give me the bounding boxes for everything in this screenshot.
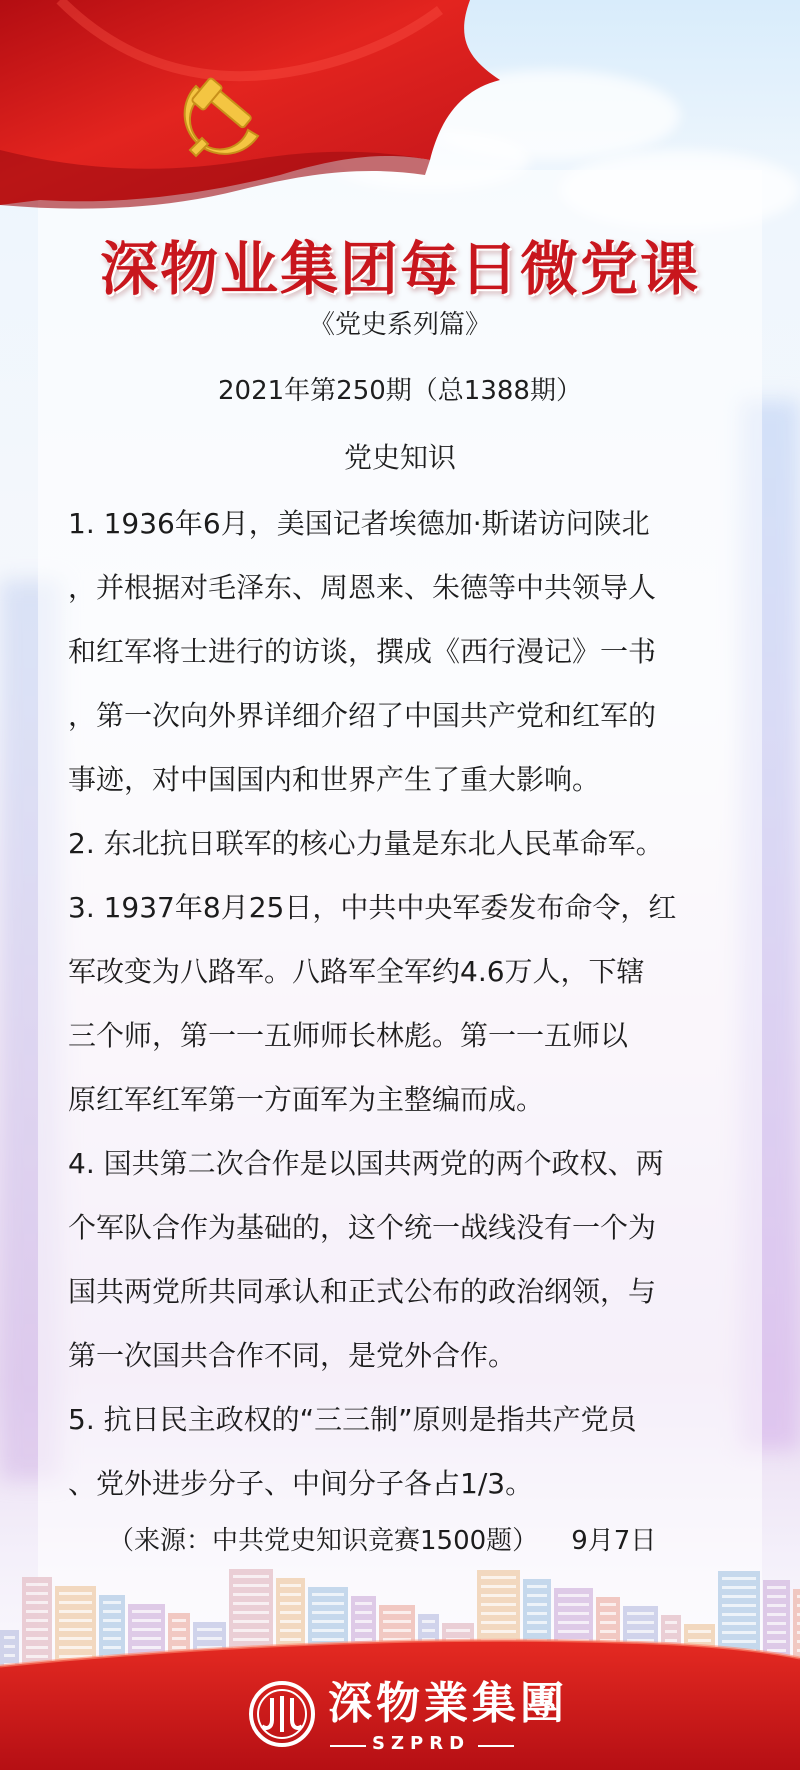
building-window — [665, 1630, 677, 1633]
building-window — [527, 1603, 547, 1606]
building-window — [132, 1628, 161, 1631]
building-window — [172, 1628, 186, 1631]
building-window — [481, 1585, 516, 1588]
building-window — [233, 1602, 269, 1605]
building-window — [280, 1629, 301, 1632]
building-window — [103, 1601, 121, 1604]
building-window — [558, 1630, 589, 1633]
building-window — [355, 1611, 372, 1614]
building-window — [280, 1620, 301, 1623]
building-window — [446, 1629, 470, 1632]
building-window — [558, 1612, 589, 1615]
building-window — [312, 1620, 344, 1623]
text-line: 原红军红军第一方面军为主整编而成。 — [68, 1083, 545, 1116]
issue-number: 2021年第250期（总1388期） — [218, 376, 582, 406]
building-window — [558, 1594, 589, 1597]
text-line: 3. 1937年8月25日，中共中央军委发布命令，红 — [68, 891, 677, 924]
building-window — [688, 1630, 711, 1633]
building-window — [600, 1603, 616, 1606]
text-line: 1. 1936年6月，美国记者埃德加·斯诺访问陕北 — [68, 507, 650, 540]
building-window — [26, 1583, 48, 1586]
building-window — [132, 1610, 161, 1613]
building-window — [383, 1620, 411, 1623]
building-window — [233, 1611, 269, 1614]
building-window — [26, 1619, 48, 1622]
building-window — [103, 1619, 121, 1622]
building-window — [722, 1613, 756, 1616]
building-window — [600, 1630, 616, 1633]
building-window — [233, 1629, 269, 1632]
building-window — [26, 1628, 48, 1631]
building-window — [197, 1628, 222, 1631]
text-line: ，第一次向外界详细介绍了中国共产党和红军的 — [68, 699, 657, 732]
section-heading: 党史知识 — [343, 441, 456, 474]
building-window — [481, 1630, 516, 1633]
building-window — [767, 1586, 786, 1589]
source-line — [108, 1520, 656, 1557]
building-window — [627, 1621, 654, 1624]
building-window — [558, 1603, 589, 1606]
building-window — [722, 1604, 756, 1607]
series-subtitle: 《党史系列篇》 — [308, 310, 491, 340]
building-window — [527, 1585, 547, 1588]
building-window — [26, 1592, 48, 1595]
building-window — [312, 1602, 344, 1605]
building-window — [481, 1594, 516, 1597]
building-window — [767, 1613, 786, 1616]
building-window — [280, 1611, 301, 1614]
building-window — [280, 1593, 301, 1596]
building-window — [422, 1620, 435, 1623]
building-window — [355, 1629, 372, 1632]
building-window — [59, 1601, 92, 1604]
building-window — [280, 1584, 301, 1587]
building-window — [767, 1604, 786, 1607]
building-window — [103, 1610, 121, 1613]
article-body — [68, 492, 738, 1516]
building-window — [767, 1631, 786, 1634]
building-window — [59, 1592, 92, 1595]
building-window — [383, 1629, 411, 1632]
building-window — [312, 1629, 344, 1632]
building-window — [527, 1621, 547, 1624]
text-line: 个军队合作为基础的，这个统一战线没有一个为 — [68, 1211, 657, 1244]
text-line: 事迹，对中国国内和世界产生了重大影响。 — [68, 763, 601, 796]
building-window — [103, 1628, 121, 1631]
building-window — [280, 1602, 301, 1605]
source-citation: （来源：中共党史知识竞赛1500题） — [108, 1526, 539, 1556]
building-window — [383, 1611, 411, 1614]
building-window — [26, 1610, 48, 1613]
text-line: 国共两党所共同承认和正式公布的政治纲领，与 — [68, 1275, 657, 1308]
building-window — [600, 1612, 616, 1615]
text-line: 2. 东北抗日联军的核心力量是东北人民革命军。 — [68, 827, 664, 860]
building-window — [59, 1628, 92, 1631]
text-line: ，并根据对毛泽东、周恩来、朱德等中共领导人 — [68, 571, 657, 604]
building-window — [722, 1622, 756, 1625]
building-window — [233, 1620, 269, 1623]
building-window — [355, 1602, 372, 1605]
building-window — [312, 1611, 344, 1614]
building-window — [355, 1620, 372, 1623]
page-title: 深物业集团每日微党课 — [99, 235, 700, 303]
divider — [330, 1745, 366, 1747]
text-line: 三个师，第一一五师师长林彪。第一一五师以 — [68, 1019, 629, 1052]
building-window — [481, 1621, 516, 1624]
building-window — [767, 1622, 786, 1625]
szprd-logo-icon — [248, 1680, 316, 1748]
building-window — [722, 1586, 756, 1589]
text-line: 、党外进步分子、中间分子各占1/3。 — [68, 1467, 534, 1500]
red-flag — [0, 0, 800, 240]
building-window — [422, 1629, 435, 1632]
text-line: 4. 国共第二次合作是以国共两党的两个政权、两 — [68, 1147, 664, 1180]
building-window — [59, 1610, 92, 1613]
hammer-sickle-icon — [168, 58, 280, 170]
building-window — [481, 1576, 516, 1579]
building-window — [233, 1593, 269, 1596]
building-window — [722, 1577, 756, 1580]
publish-date: 9月7日 — [571, 1526, 657, 1556]
building-window — [481, 1603, 516, 1606]
building-window — [665, 1621, 677, 1624]
building-window — [627, 1612, 654, 1615]
company-name: 深物業集團 — [328, 1678, 568, 1729]
company-abbr: SZPRD — [372, 1733, 471, 1754]
building-window — [600, 1621, 616, 1624]
building-window — [233, 1584, 269, 1587]
building-window — [26, 1601, 48, 1604]
building-window — [527, 1594, 547, 1597]
text-line: 第一次国共合作不同，是党外合作。 — [68, 1339, 517, 1372]
building-window — [627, 1630, 654, 1633]
building-window — [558, 1621, 589, 1624]
building-window — [481, 1612, 516, 1615]
building-window — [767, 1595, 786, 1598]
text-line: 和红军将士进行的访谈，撰成《西行漫记》一书 — [68, 635, 657, 668]
building-window — [59, 1619, 92, 1622]
building-window — [527, 1612, 547, 1615]
building-window — [312, 1593, 344, 1596]
building-window — [172, 1619, 186, 1622]
text-line: 军改变为八路军。八路军全军约4.6万人，下辖 — [68, 955, 645, 988]
building-window — [722, 1595, 756, 1598]
building-window — [527, 1630, 547, 1633]
divider — [478, 1745, 514, 1747]
building-window — [233, 1575, 269, 1578]
text-line: 5. 抗日民主政权的“三三制”原则是指共产党员 — [68, 1403, 637, 1436]
building-window — [722, 1631, 756, 1634]
building-window — [132, 1619, 161, 1622]
